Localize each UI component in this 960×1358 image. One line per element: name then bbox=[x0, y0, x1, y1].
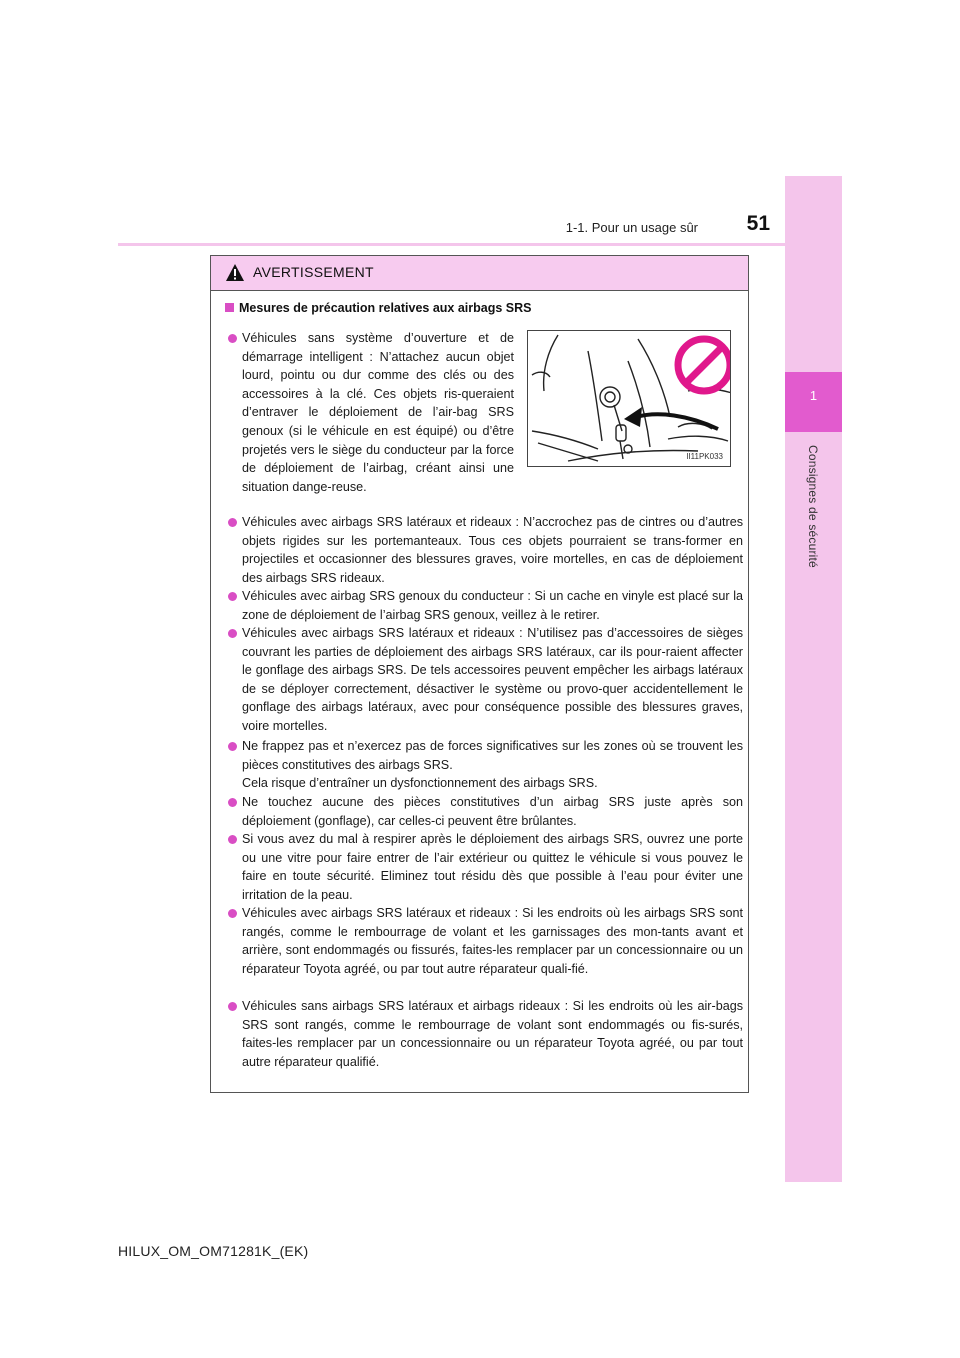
bullet-dot-icon bbox=[228, 835, 237, 844]
page-number: 51 bbox=[746, 212, 770, 235]
list-item: Véhicules sans système d’ouverture et de démarrage intelligent : N’attachez aucun objet lourd, pointu ou dur comme des clés ou des accessoires à la clé. Ces objets ris-queraient d’entraver le déploiement de l’air-bag SRS genoux (si le véhicule en est équipé) ou d’être projetés vers le siège du conducteur par la force de déploiement de l’airbag, créant ainsi une situation dange-reuse. bbox=[242, 329, 514, 496]
list-item: Ne frappez pas et n’exercez pas de forces significatives sur les zones où se trouvent les pièces constitutives des airbags SRS. Cela risque d’entraîner un dysfonctionnement des airbags SRS. bbox=[242, 737, 743, 793]
key-hazard-illustration bbox=[527, 330, 731, 467]
bullet-dot-icon bbox=[228, 742, 237, 751]
list-item: Véhicules avec airbags SRS latéraux et rideaux : N’utilisez pas d’accessoires de sièges couvrant les parties de déploiement des airbags SRS latéraux, car ils pour-raient affecter le gonflage des airbags SRS. De tels accessoires peuvent empêcher les airbags latéraux de se déployer correctement, désactiver le système ou provo-quer accidentellement le gonflage des airbags latéraux, avec pour conséquence possible des blessures graves, voire mortelles. bbox=[242, 624, 743, 736]
warning-triangle-icon bbox=[225, 263, 245, 282]
bullet-dot-icon bbox=[228, 798, 237, 807]
bullet-dot-icon bbox=[228, 1002, 237, 1011]
ignition-key-illustration bbox=[528, 331, 731, 467]
list-item: Véhicules avec airbags SRS latéraux et rideaux : N’accrochez pas de cintres ou d’autres objets rigides sur les portemanteaux. Tous ces objets pourraient se trans-former en projectiles et occasionner des blessures graves, voire mortelles, en cas de déploiement des airbags SRS rideaux. bbox=[242, 513, 743, 587]
warning-box bbox=[210, 255, 749, 1093]
chapter-tab-strip bbox=[785, 176, 842, 1182]
list-item: Véhicules sans airbags SRS latéraux et airbags rideaux : Si les endroits où les air-bags SRS sont rangés, comme le rembourrage de volant sont endommagés ou fis-surés, faites-les remplacer par un concessionnaire ou un réparateur Toyota agréé, ou par tout autre réparateur qualifié. bbox=[242, 997, 743, 1071]
bullet-dot-icon bbox=[228, 334, 237, 343]
figure-code: II11PK033 bbox=[686, 452, 723, 461]
section-title: 1-1. Pour un usage sûr bbox=[565, 220, 698, 235]
list-item: Véhicules avec airbag SRS genoux du conducteur : Si un cache en vinyle est placé sur la zone de déploiement de l’airbag SRS genoux, veillez à le retirer. bbox=[242, 587, 743, 624]
document-code: HILUX_OM_OM71281K_(EK) bbox=[118, 1243, 309, 1259]
bullet-dot-icon bbox=[228, 909, 237, 918]
bullet-dot-icon bbox=[228, 592, 237, 601]
square-bullet-icon bbox=[225, 303, 234, 312]
warning-header bbox=[211, 256, 748, 291]
header-rule bbox=[118, 243, 785, 246]
list-item: Si vous avez du mal à respirer après le déploiement des airbags SRS, ouvrez une porte ou une vitre pour faire entrer de l’air extérieur ou quittez le véhicule si vous pouvez le faire en toute sécurité. Eliminez tout résidu dès que possible à l’eau pour éviter une irritation de la peau. bbox=[242, 830, 743, 904]
list-item: Ne touchez aucune des pièces constitutives d’un airbag SRS juste après son déploiement (gonflage), car celles-ci peuvent être brûlantes. bbox=[242, 793, 743, 830]
chapter-label: Consignes de sécurité bbox=[806, 445, 820, 568]
chapter-number: 1 bbox=[809, 388, 818, 403]
list-item: Véhicules avec airbags SRS latéraux et rideaux : Si les endroits où les airbags SRS sont rangés, comme le rembourrage de volant et les garnissages des mon-tants avant et arrière, sont endommagés ou fissurés, faites-les remplacer par un concessionnaire ou un réparateur Toyota agréé, ou par tout autre réparateur quali-fié. bbox=[242, 904, 743, 978]
bullet-dot-icon bbox=[228, 629, 237, 638]
subheading: Mesures de précaution relatives aux airbags SRS bbox=[225, 301, 531, 315]
warning-title: AVERTISSEMENT bbox=[253, 264, 374, 280]
bullet-dot-icon bbox=[228, 518, 237, 527]
